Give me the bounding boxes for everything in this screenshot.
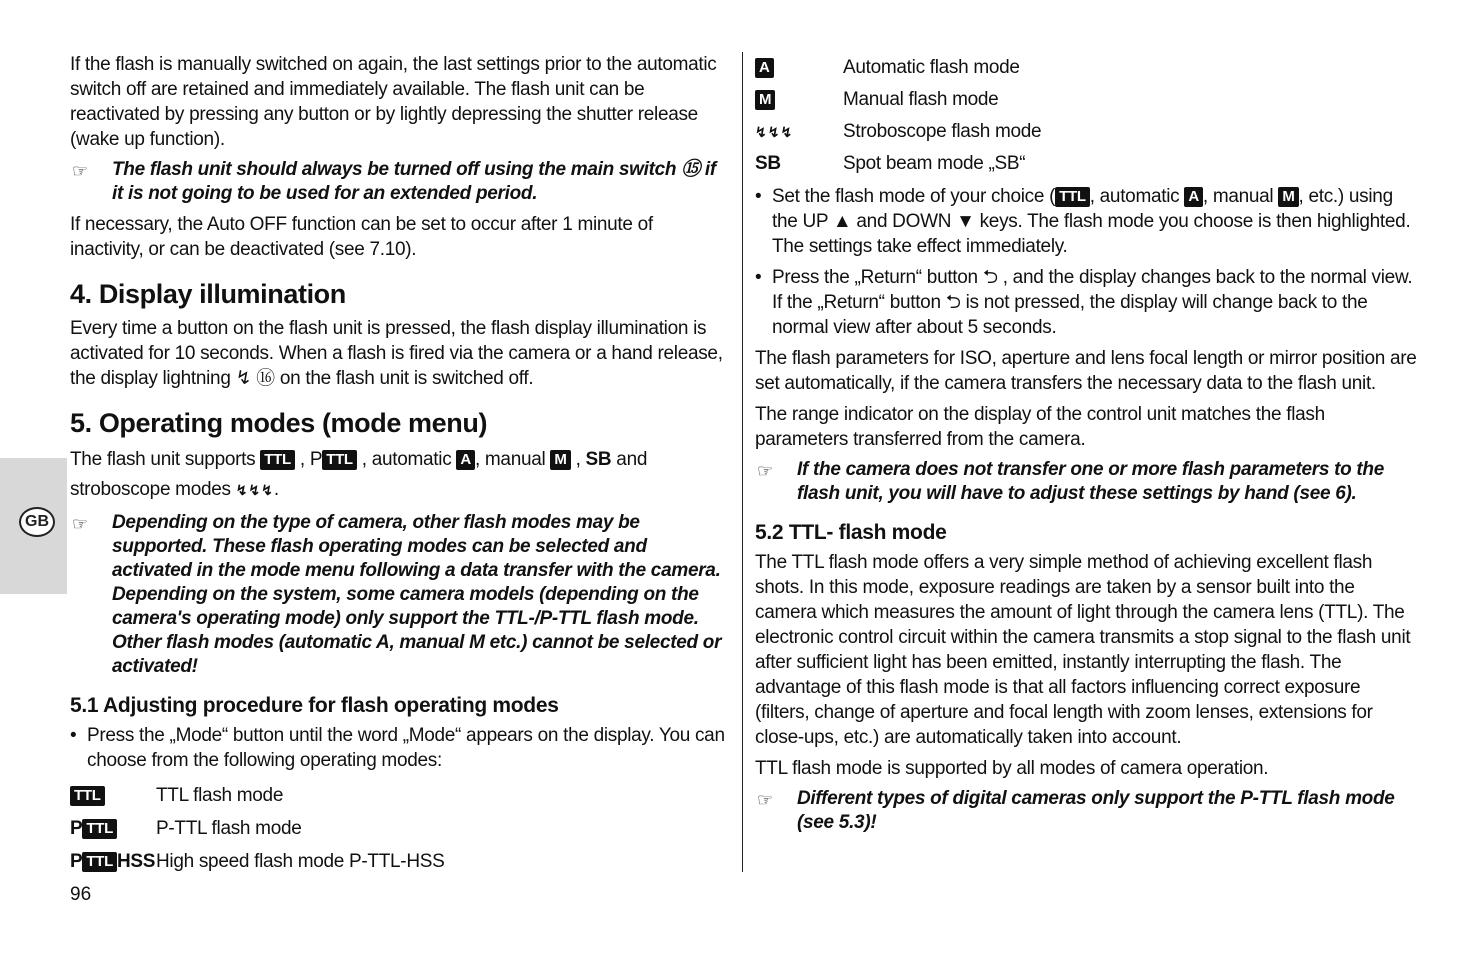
paragraph-display-illumination: Every time a button on the flash unit is pressed, the flash display illumination is activated for 10 seconds. When a flash is fired via the camera or a hand release, the display lightning ↯ ⑯ on the flash unit is switched off.: [70, 318, 723, 389]
mode-row-manual: [755, 84, 1417, 116]
mode-row-spot-beam: [755, 148, 1417, 180]
mode-row-stroboscope: [755, 116, 1417, 148]
paragraph-range-indicator: The range indicator on the display of the control unit matches the flash parameters transferred from the camera.: [755, 404, 1325, 450]
ttl-mode-icon: TTL: [322, 450, 357, 470]
mode-row-p-ttl: [70, 812, 730, 845]
heading-ttl-flash-mode: 5.2 TTL- flash mode: [755, 521, 947, 544]
ttl-mode-icon: TTL: [1055, 187, 1090, 207]
pointing-hand-icon: ☞: [72, 161, 88, 181]
paragraph-ttl-support: TTL flash mode is supported by all modes of camera operation.: [755, 758, 1269, 779]
left-column: [70, 52, 730, 878]
bullet-press-mode: • Press the „Mode“ button until the word „Mode“ appears on the display. You can choose from the following operating modes:: [70, 725, 725, 771]
stroboscope-icon: ↯↯↯: [235, 482, 274, 498]
note-other-flash-modes: [70, 511, 730, 679]
ttl-mode-icon: TTL: [260, 450, 295, 470]
p-prefix: P: [70, 817, 83, 839]
sb-mode-label: SB: [585, 449, 612, 470]
bullet-icon: •: [70, 725, 77, 746]
mode-label: TTL flash mode: [156, 784, 284, 806]
heading-adjusting-procedure: 5.1 Adjusting procedure for flash operating modes: [70, 694, 559, 717]
note-text: Different types of digital cameras only support the P-TTL flash mode (see 5.3)!: [797, 788, 1395, 833]
auto-mode-icon: A: [755, 58, 774, 78]
return-icon: ⮌: [945, 292, 961, 313]
pointing-hand-icon: ☞: [757, 790, 773, 810]
p-prefix: P: [70, 850, 83, 872]
bullet-set-mode: • Set the flash mode of your choice ( TTL , automatic A , manual M , etc.) using the UP ▲ and DOWN ▼ keys. The flash mode you choose is then highlighted. The settings take effect immediately.: [755, 186, 1411, 257]
return-icon: ⮌: [982, 267, 998, 288]
column-divider: [742, 52, 743, 872]
sb-mode-label: SB: [755, 153, 781, 174]
language-badge: GB: [19, 507, 55, 537]
ttl-mode-icon: TTL: [82, 852, 117, 872]
mode-row-ttl: [70, 779, 730, 812]
mode-row-p-ttl-hss: [70, 845, 730, 878]
pointing-hand-icon: ☞: [757, 461, 773, 481]
mode-label: Automatic flash mode: [843, 57, 1020, 78]
paragraph-auto-off-setting: If necessary, the Auto OFF function can be set to occur after 1 minute of inactivity, or can be deactivated (see 7.10).: [70, 214, 653, 260]
bullet-return: • Press the „Return“ button ⮌ , and the display changes back to the normal view. If the „Return“ button ⮌ is not pressed, the display will change back to the normal view after about 5 seconds.: [755, 267, 1413, 338]
auto-mode-icon: A: [456, 450, 475, 470]
manual-mode-icon: M: [755, 90, 775, 110]
heading-operating-modes: 5. Operating modes (mode menu): [70, 408, 488, 438]
page-number: 96: [70, 884, 92, 905]
mode-label: Spot beam mode „SB“: [843, 153, 1026, 174]
ttl-mode-icon: TTL: [82, 819, 117, 839]
manual-mode-icon: M: [550, 450, 570, 470]
auto-mode-icon: A: [1184, 187, 1203, 207]
note-manual-adjust: [755, 458, 1417, 506]
paragraph-ttl-description: The TTL flash mode offers a very simple method of achieving excellent flash shots. In this mode, exposure readings are taken by a sensor built into the camera which measures the amount of light through the camera lens (TTL). The electronic control circuit within the camera transmits a stop signal to the flash unit after sufficient light has been emitted, instantly interrupting the flash. The advantage of this flash mode is that all factors influencing correct exposure (filters, change of aperture and focal length with zoom lenses, extensions for close-ups, etc.) are automatically taken into account.: [755, 552, 1411, 748]
note-digital-cameras: [755, 787, 1417, 835]
pointing-hand-icon: ☞: [72, 514, 88, 534]
note-text: Depending on the type of camera, other flash modes may be supported. These flash operating modes can be selected and activated in the mode menu following a data transfer with the camera. Depending on the system, some camera models (depending on the camera's operating mode) only support the TTL-/P-TTL flash mode. Other flash modes (automatic A, manual M etc.) cannot be selected or activated!: [112, 512, 722, 677]
mode-label: High speed flash mode P-TTL-HSS: [156, 850, 445, 872]
heading-display-illumination: 4. Display illumination: [70, 279, 346, 309]
bullet-icon: •: [755, 186, 762, 207]
stroboscope-icon: ↯↯↯: [755, 123, 794, 140]
paragraph-supported-modes: The flash unit supports TTL , P TTL , automatic A , manual M , SB and stroboscope modes ↯↯↯.: [70, 449, 648, 500]
ttl-mode-icon: TTL: [70, 786, 105, 806]
note-text: If the camera does not transfer one or more flash parameters to the flash unit, you will have to adjust these settings by hand (see 6).: [797, 459, 1385, 504]
paragraph-flash-parameters: The flash parameters for ISO, aperture and lens focal length or mirror position are set automatically, if the camera transfers the necessary data to the flash unit.: [755, 348, 1417, 394]
mode-row-automatic: [755, 52, 1417, 84]
hss-suffix: HSS: [116, 850, 156, 872]
manual-mode-icon: M: [1278, 187, 1298, 207]
mode-label: Manual flash mode: [843, 89, 999, 110]
paragraph-auto-off-reactivate: If the flash is manually switched on again, the last settings prior to the automatic switch off are retained and immediately available. The flash unit can be reactivated by pressing any button or by lightly depressing the shutter release (wake up function).: [70, 54, 717, 150]
bullet-icon: •: [755, 267, 762, 288]
note-text: The flash unit should always be turned off using the main switch ⑮ if it is not going to be used for an extended period.: [112, 159, 716, 204]
mode-label: P-TTL flash mode: [156, 817, 302, 839]
right-column: [755, 52, 1417, 841]
mode-label: Stroboscope flash mode: [843, 121, 1042, 142]
note-main-switch: [70, 158, 730, 206]
